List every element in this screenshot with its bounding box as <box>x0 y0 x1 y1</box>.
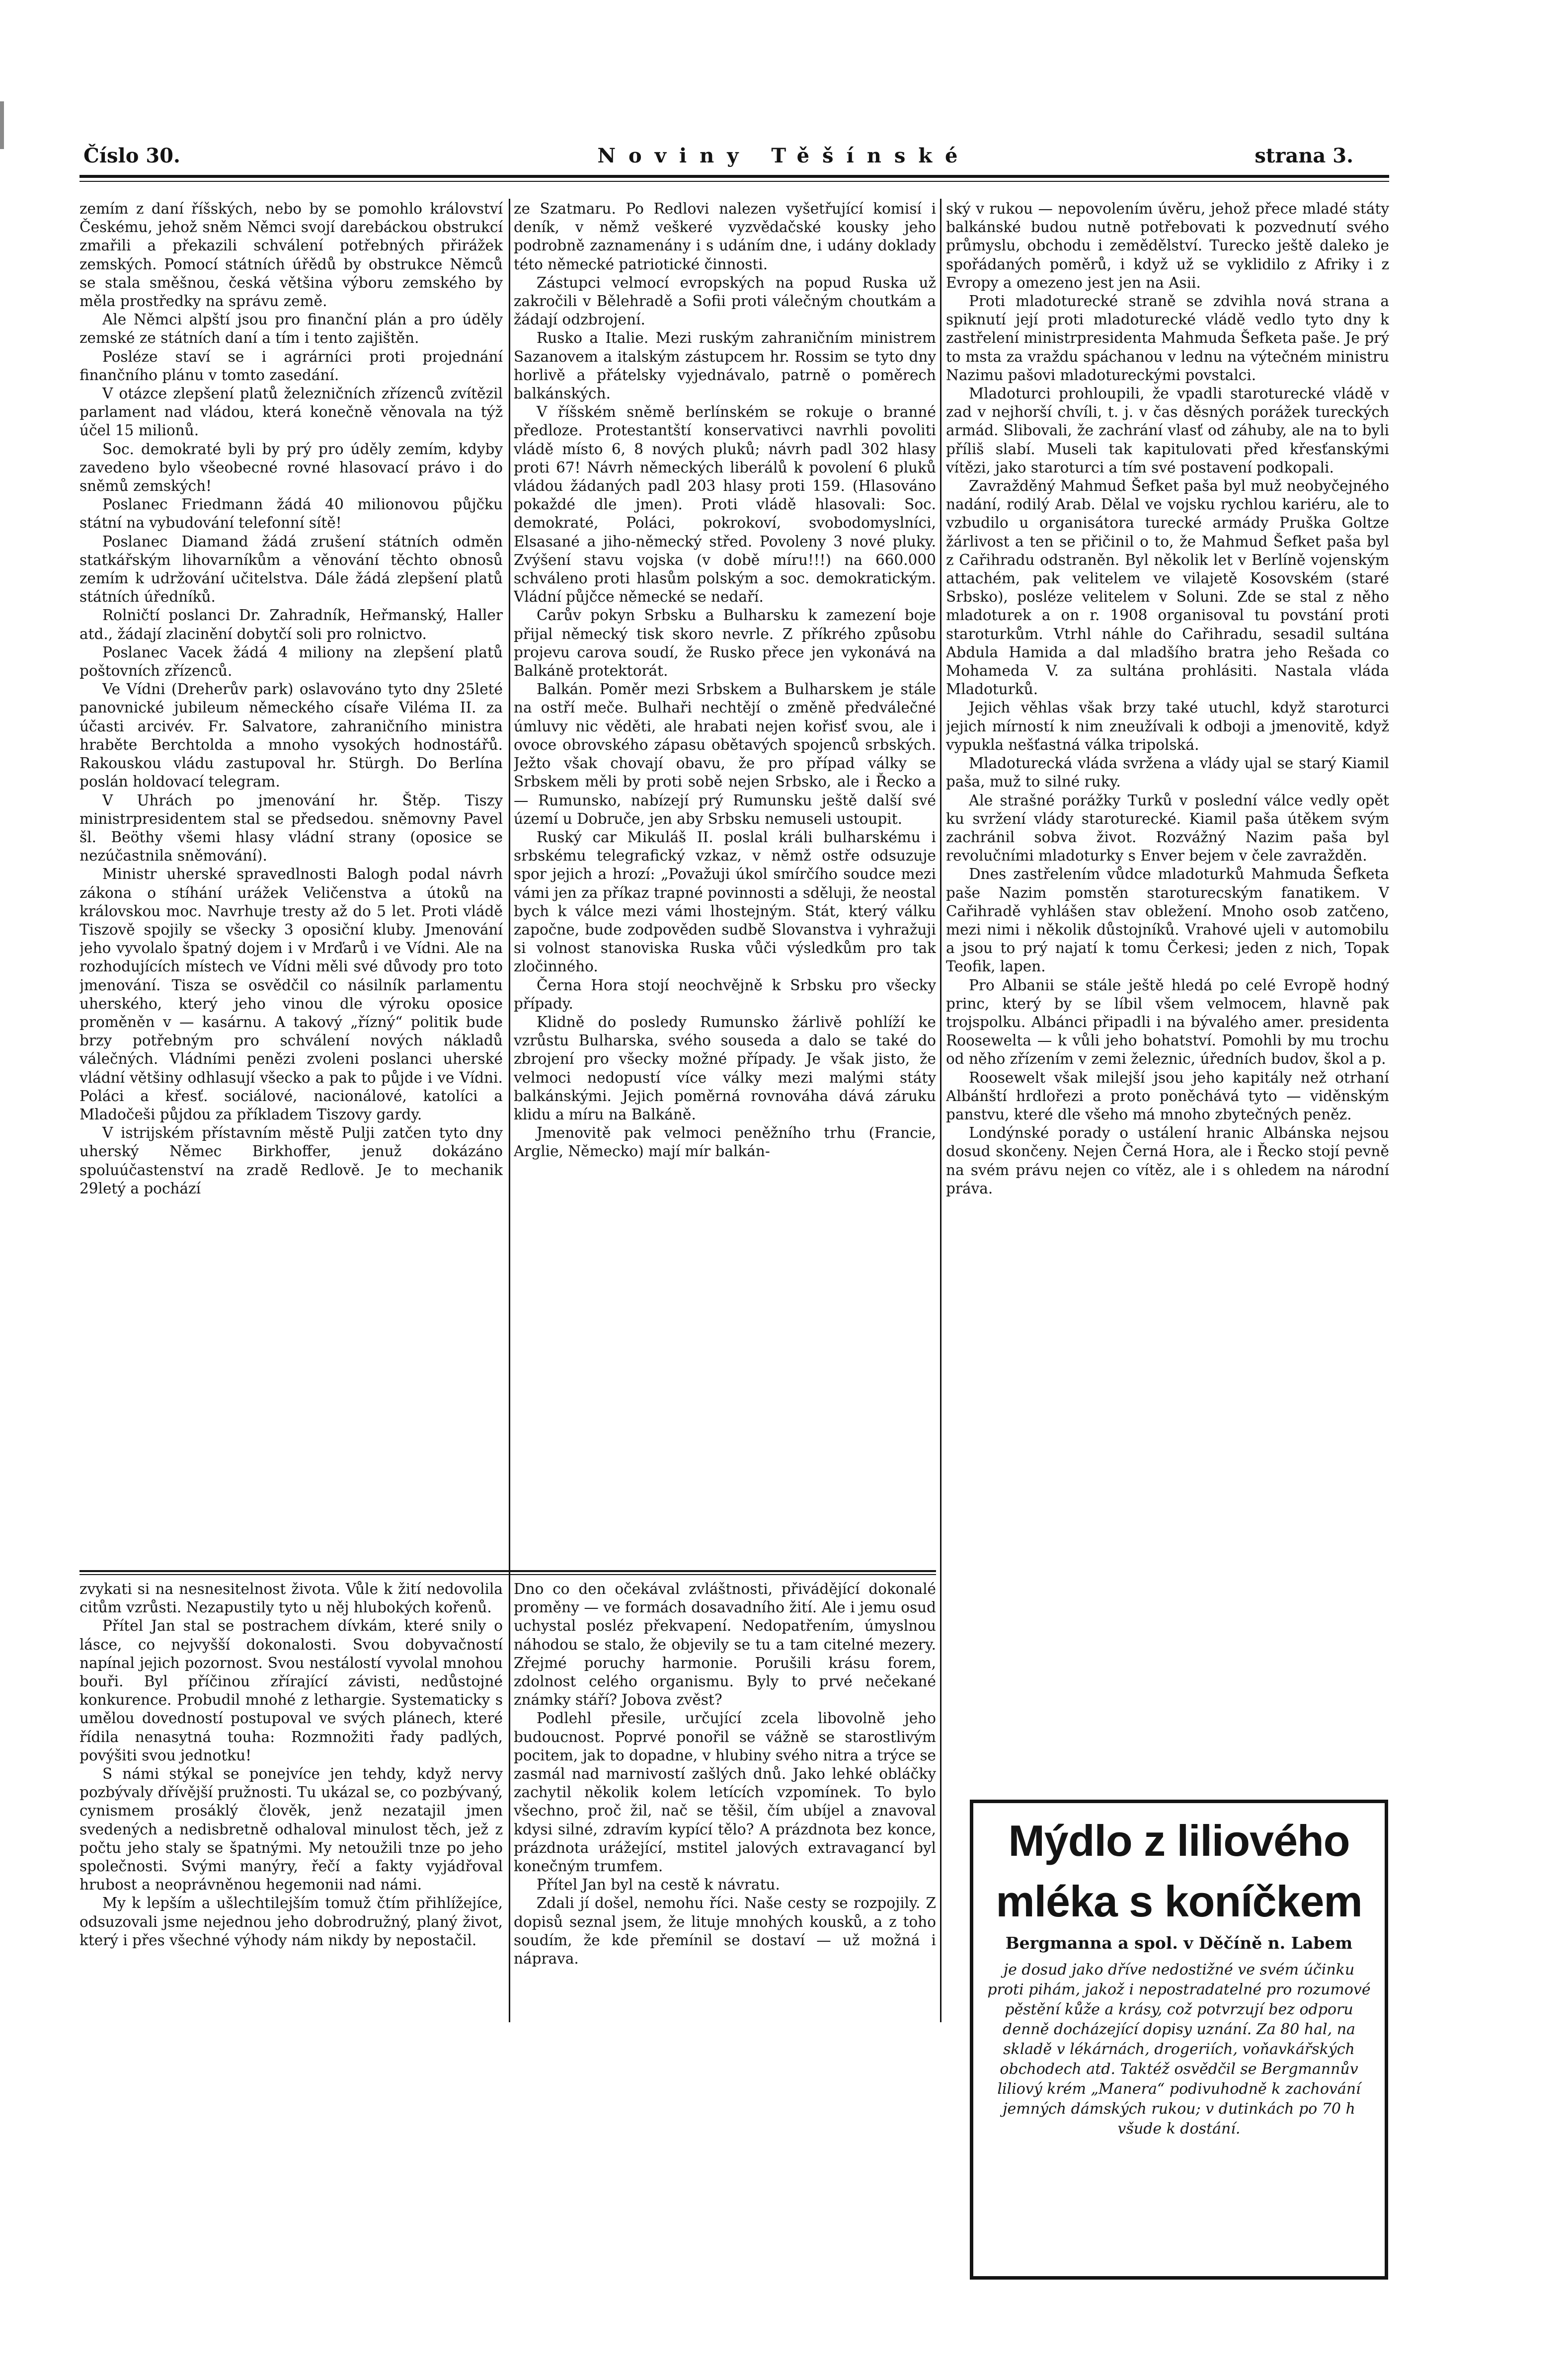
ad-firm: Bergmanna a spol. v Děčíně n. Labem <box>1005 1933 1353 1953</box>
paragraph: Soc. demokraté byli by prý pro úděly zemím, kdyby zavedeno bylo všeobecné rovné hlasovací právo i do sněmů zemských! <box>79 440 503 495</box>
paragraph: Balkán. Poměr mezi Srbskem a Bulharskem je stále na ostří meče. Bulhaři nechtějí o změně předválečné úmluvy nic věděti, ale hrabati nejen kořisť svou, ale i ovoce obrovského zápasu obětavých spojenců srbských. Ježto však chovají obavu, že pro případ války se Srbskem měli by proti sobě nejen Srbsko, ale i Řecko a — Rumunsko, nabízejí prý Rumunsku ještě další své území u Dobruče, jen aby Srbsku nemuseli ustoupit. <box>514 681 936 827</box>
paragraph: Ale Němci alpští jsou pro finanční plán a pro úděly zemské ze státních daní a tím i tento zajištěn. <box>79 311 503 347</box>
paragraph: Poslanec Friedmann žádá 40 milionovou půjčku státní na vybudování telefonní sítě! <box>79 496 503 532</box>
paragraph: ský v rukou — nepovolením úvěru, jehož přece mladé státy balkánské budou nutně potřebovati k pozvednutí svého průmyslu, obchodu i zemědělství. Turecko ještě daleko je spořádaných poměrů, i když už se vyklidilo z Afriky i z Evropy a omezeno jest jen na Asii. <box>946 200 1389 291</box>
paragraph: Jejich věhlas však brzy také utuchl, když staroturci jejich mírností k nim zneužívali k odboji a jmenovitě, když vypukla nešťastná válka tripolská. <box>946 699 1389 753</box>
ad-body: je dosud jako dříve nedostižné ve svém účinku proti pihám, jakož i nepostradatelné pro rozumové pěstění kůže a krásy, což potvrzují bez odporu denně docházející dopisy uznání. Za 80 hal, na skladě v lékárnách, drogeriích, voňavkářských obchodech atd. Taktéž osvědčil se Bergmannův liliový krém „Manera“ podivuhodně k zachování jemných dámských rukou; v dutinkách po 70 h všude k dostání. <box>987 1961 1371 2138</box>
paragraph: V Uhrách po jmenování hr. Štěp. Tiszy ministrpresidentem stal se předsedou. sněmovny Pavel šl. Beöthy všemi hlasy vládní strany (oposice se nezúčastnila sněmování). <box>79 792 503 865</box>
paragraph: Mladoturci prohloupili, že vpadli staroturecké vládě v zad v nejhorší chvíli, t. j. v čas děsných porážek tureckých armád. Slibovali, že zachrání vlasť od záhuby, ale na to byli příliš slabí. Museli tak kapitulovati před křesťanskými vítězi, jako staroturci a tím své postavení podkopali. <box>946 385 1389 476</box>
paragraph: Poslanec Vacek žádá 4 miliony na zlepšení platů poštovních zřízenců. <box>79 643 503 680</box>
paragraph: zemím z daní říšských, nebo by se pomohlo království Českému, jehož sněm Němci svojí darebáckou obstrukcí zmařili a překazili schválení potřebných přirážek zemských. Pomocí státních úřědů by obstrukce Němců se stala směšnou, česká většina výboru zemského by měla prostředky na správu země. <box>79 200 503 310</box>
paragraph: Zástupci velmocí evropských na popud Ruska už zakročili v Bělehradě a Sofii proti válečným choutkám a žádají odzbrojení. <box>514 274 936 328</box>
header-rule-thick <box>79 175 1389 178</box>
column-2-news <box>514 200 936 1566</box>
scan-edge-mark <box>0 101 4 149</box>
header-rule-thin <box>79 181 1389 182</box>
paragraph: Klidně do posledy Rumunsko žárlivě pohlíží ke vzrůstu Bulharska, svého souseda a dalo se také do zbrojení pro všecky možné případy. Je však jisto, že velmoci nedopustí více války mezi malými státy balkánskými. Jejich poměrná rovnováha dává záruku klidu a míru na Balkáně. <box>514 1013 936 1123</box>
paragraph: Posléze staví se i agrárníci proti projednání finančního plánu v tomto zasedání. <box>79 348 503 384</box>
column-2-feuilleton <box>514 1580 936 2022</box>
paragraph: Rusko a Italie. Mezi ruským zahraničním ministrem Sazanovem a italským zástupcem hr. Rossim se tyto dny horlivě a přátelsky vyjednávalo, patrně o poměrech balkánských. <box>514 329 936 402</box>
paragraph: Černa Hora stojí neochvějně k Srbsku pro všecky případy. <box>514 976 936 1012</box>
paragraph: V istrijském přístavním městě Pulji zatčen tyto dny uherský Němec Birkhoffer, jenuž dokázáno spoluúčastenství na zradě Redlově. Je to mechanik 29letý a pochází <box>79 1124 503 1197</box>
paragraph: My k lepším a ušlechtilejším tomuž čtím přihlížejíce, odsuzovali jsme nejednou jeho dobrodružný, planý život, který i přes všechné výhody nám nikdy by nepostačil. <box>79 1895 503 1949</box>
paragraph: Ruský car Mikuláš II. poslal králi bulharskému i srbskému telegrafický vzkaz, v němž ostře odsuzuje spor jejich a hrozí: „Považuji úkol smírčího soudce mezi vámi jen za příkaz trapné povinnosti a sděluji, že neostal bych k válce mezi vámi lhostejným. Stát, který válku započne, bude zodpověden sudbě Slovanstva i vyhražuji si volnost stanoviska Ruska vůči výsledkům pro tak zločinného. <box>514 828 936 975</box>
paragraph: Mladoturecká vláda svržena a vlády ujal se starý Kiamil paša, muž to silné ruky. <box>946 755 1389 791</box>
paragraph: Proti mladoturecké straně se zdvihla nová strana a spiknutí její proti mladoturecké vládě vedlo tyto dny k zastřelení ministrpresidenta Mahmuda Šefketa paše. Je prý to msta za vraždu spáchanou v lednu na výtečném ministru Nazimu pašovi mladotureckými povstalci. <box>946 293 1389 384</box>
paragraph: Zdali jí došel, nemohu říci. Naše cesty se rozpojily. Z dopisů seznal jsem, že lituje mnohých kousků, a z toho soudím, že kde přemínil se dostaví — už možná i náprava. <box>514 1895 936 1968</box>
issue-number: Číslo 30. <box>83 144 180 167</box>
paragraph: ze Szatmaru. Po Redlovi nalezen vyšetřující komisí i deník, v němž veškeré vyzvědačské kousky jeho podrobně zaznamenány i s udáním dne, i udány doklady této německé patriotické činnosti. <box>514 200 936 273</box>
soap-advertisement <box>970 1800 1388 2280</box>
column-3-news <box>946 200 1389 1785</box>
paragraph: S námi stýkal se ponejvíce jen tehdy, když nervy pozbývaly dřívější pružnosti. Tu ukázal se, co pozbývaný, cynismem prosáklý člověk, jenž nezatajil jmen svedených a nedisbretně odhaloval minulost těch, jež z počtu jeho staly se špatnými. My netoužili tnze po jeho společnosti. Svými manýry, řečí a fakty vyjádřoval hrubost a neoprávněnou hegemonii nad námi. <box>79 1765 503 1894</box>
paragraph: Přítel Jan stal se postrachem dívkám, které snily o lásce, co nejvyšší dokonalosti. Svou dobyvačností napínal jejich pozornost. Svou nestálostí vyvolal mnohou bouři. Byl příčinou zřírající závisti, nedůstojné konkurence. Probudil mnohé z lethargie. Systematicky s umělou dovedností postupoval ve svých plánech, které řídila nenasytná touha: Rozmnožiti řady padlých, povýšiti svou jednotku! <box>79 1617 503 1764</box>
paragraph: Jmenovitě pak velmoci peněžního trhu (Francie, Arglie, Německo) mají mír balkán- <box>514 1124 936 1160</box>
page-number: strana 3. <box>1254 144 1353 167</box>
paragraph: V říšském sněmě berlínském se rokuje o branné předloze. Protestantští konservativci navrhli povoliti vládě místo 6, 8 nových pluků; návrh padl 302 hlasy proti 67! Návrh německých liberálů k povolení 6 pluků vládou žádaných padl 203 hlasy proti 159. (Hlasováno pokaždé dle jmen). Proti vládě hlasovali: Soc. demokraté, Poláci, pokrokoví, svobodomyslníci, Elsasané a jiho-německý střed. Povoleny 3 nové pluky. Zvýšení stavu vojska (v době míru!!!) na 660.000 schváleno proti hlasům polským a soc. demokratickým. Vládní půjčce německé se nedaří. <box>514 403 936 606</box>
paragraph: Poslanec Diamand žádá zrušení státních odměn statkářským lihovarníkům a věnování těchto obnosů zemím k udržování učitelstva. Dále žádá zlepšení platů státních úředníků. <box>79 533 503 606</box>
column-divider-right <box>940 199 941 2022</box>
feuilleton-rule <box>79 1570 936 1572</box>
paragraph: Přítel Jan byl na cestě k návratu. <box>537 1876 780 1894</box>
column-1-feuilleton <box>79 1580 503 2022</box>
paragraph: V otázce zlepšení platů železničních zřízenců zvítězil parlament nad vládou, která konečně věnovala na týž účel 15 milionů. <box>79 385 503 439</box>
paragraph: Zavražděný Mahmud Šefket paša byl muž neobyčejného nadání, rodilý Arab. Dělal ve vojsku rychlou kariéru, ale to vzbudilo u organisátora turecké armády Pruška Goltze žárlivost a ten se přičinil o to, že Mahmud Šefket paša byl z Cařihradu odstraněn. Byl několik let v Berlíně vojenským attachém, pak velitelem ve vilajetě Kosovském (staré Srbsko), posléze velitelem v Soluni. Zde se stal z něho mladoturek a on r. 1908 organisoval tu povstání proti staroturkům. Vtrhl náhle do Cařihradu, sesadil sultána Abdula Hamida a dal mladšího bratra jeho Rešada co Mohameda V. za sultána prohlásiti. Nastala vláda Mladoturků. <box>946 477 1389 698</box>
paragraph: Dno co den očekával zvláštnosti, přivádějící dokonalé proměny — ve formách dosavadního žití. Ale i jemu osud uchystal posléz překvapení. Nedopatřením, úmyslnou náhodou se stalo, že objevily se tu a tam citelné mezery. Zřejmé poruchy harmonie. Porušili krásu forem, zdolnost celého organismu. Byly to prvé nečekané známky stáří? Jobova zvěst? <box>514 1581 936 1709</box>
paragraph: Ve Vídni (Dreherův park) oslavováno tyto dny 25leté panovnické jubileum německého císaře Viléma II. za účasti arcivév. Fr. Salvatore, zahraničního ministra hraběte Berchtolda a mnoho vysokých hodnostářů. Rakouskou vládu zastupoval hr. Stürgh. Do Berlína poslán holdovací telegram. <box>79 681 503 791</box>
newspaper-title: Noviny Těšínské <box>597 144 971 167</box>
paragraph: Ministr uherské spravedlnosti Balogh podal návrh zákona o stíhání urážek Veličenstva a útoků na královskou moc. Navrhuje tresty až do 5 let. Proti vládě Tiszově spojily se všecky 3 oposiční kluby. Jmenování jeho vyvolalo špatný dojem i v Mrďarů i ve Vídni. Ale na rozhodujících místech ve Vídni měli své důvody pro toto jmenování. Tisza se osvědčil co násilník parlamentu uherského, který jeho vinou dle výroku oposice proměněn v — kasárnu. A takový „řízný“ politik bude brzy potřebným pro schválení nových nákladů válečných. Vládními penězi zvoleni poslanci uherské vládní většiny odhlasují všecko a pak to půjde i ve Vídni. Poláci a křesť. sociálové, nacionálové, katolíci a Mladočeši půjdou za příkladem Tiszovy gardy. <box>79 866 503 1123</box>
paragraph: Pro Albanii se stále ještě hledá po celé Evropě hodný princ, který by se líbil všem velmocem, hlavně pak trojspolku. Albánci připadli i na bývalého amer. presidenta Roosewelta — k vůli jeho bohatství. Pomohli by mu trochu od něho zřízením v zemi železnic, úředních budov, škol a p. <box>946 976 1389 1068</box>
paragraph: Londýnské porady o ustálení hranic Albánska nejsou dosud skončeny. Nejen Černá Hora, ale i Řecko stojí pevně na svém právu nejen co vítěz, ale i s ohledem na národní práva. <box>946 1124 1389 1197</box>
paragraph: zvykati si na nesnesitelnost života. Vůle k žití nedovolila citům vzrůsti. Nezapustily tyto u něj hlubokých kořenů. <box>79 1581 503 1616</box>
paragraph: Carův pokyn Srbsku a Bulharsku k zamezení boje přijal německý tisk skoro nevrle. Z příkrého způsobu projevu carova soudí, že Rusko přece jen vykonává na Balkáně protektorát. <box>514 607 936 680</box>
column-1-news <box>79 200 503 1566</box>
ad-title-line-1: Mýdlo z liliového <box>1008 1816 1350 1865</box>
column-divider-left <box>509 199 510 2022</box>
feuilleton-rule-thin <box>79 1574 936 1575</box>
paragraph: Roosewelt však milejší jsou jeho kapitály než otrhaní Albánští hrdlořezi a proto poněchává tyto — viděnským panstvu, které dle všeho má mnoho zbytečných peněz. <box>946 1069 1389 1123</box>
paragraph: Ale strašné porážky Turků v poslední válce vedly opět ku svržení vlády staroturecké. Kiamil paša útěkem svým zachránil sobva život. Rozvážný Nazim paša byl revolučními mladoturky s Enver bejem v čele zavražděn. <box>946 792 1389 865</box>
ad-title-line-2: mléka s koníčkem <box>996 1877 1362 1926</box>
paragraph: Podlehl přesile, určující zcela libovolně jeho budoucnost. Poprvé ponořil se vážně se starostlivým pocitem, jak to dopadne, v hlubiny svého nitra a trýce se zasmál nad marnivostí zašlých dnů. Jako lehké obláčky zachytil několik kolem letících vzpomínek. To bylo všechno, proč žil, nač se těšil, čím ubíjel a znavoval kdysi silné, zdravím kypící tělo? A prázdnota bez konce, prázdnota urážející, mstitel jalových extravagancí byl konečným trumfem. <box>514 1710 936 1875</box>
paragraph: Rolničtí poslanci Dr. Zahradník, Heřmanský, Haller atd., žádají zlacinění dobytčí soli pro rolnictvo. <box>79 607 503 642</box>
paragraph: Dnes zastřelením vůdce mladoturků Mahmuda Šefketa paše Nazim pomstěn staroturecským fanatikem. V Cařihradě vyhlášen stav obležení. Mnoho osob zatčeno, mezi nimi i několik důstojníků. Vrahové ujeli v automobilu a jsou to prý najatí k tomu Čerkesi; jeden z nich, Topak Teofik, lapen. <box>946 866 1389 975</box>
